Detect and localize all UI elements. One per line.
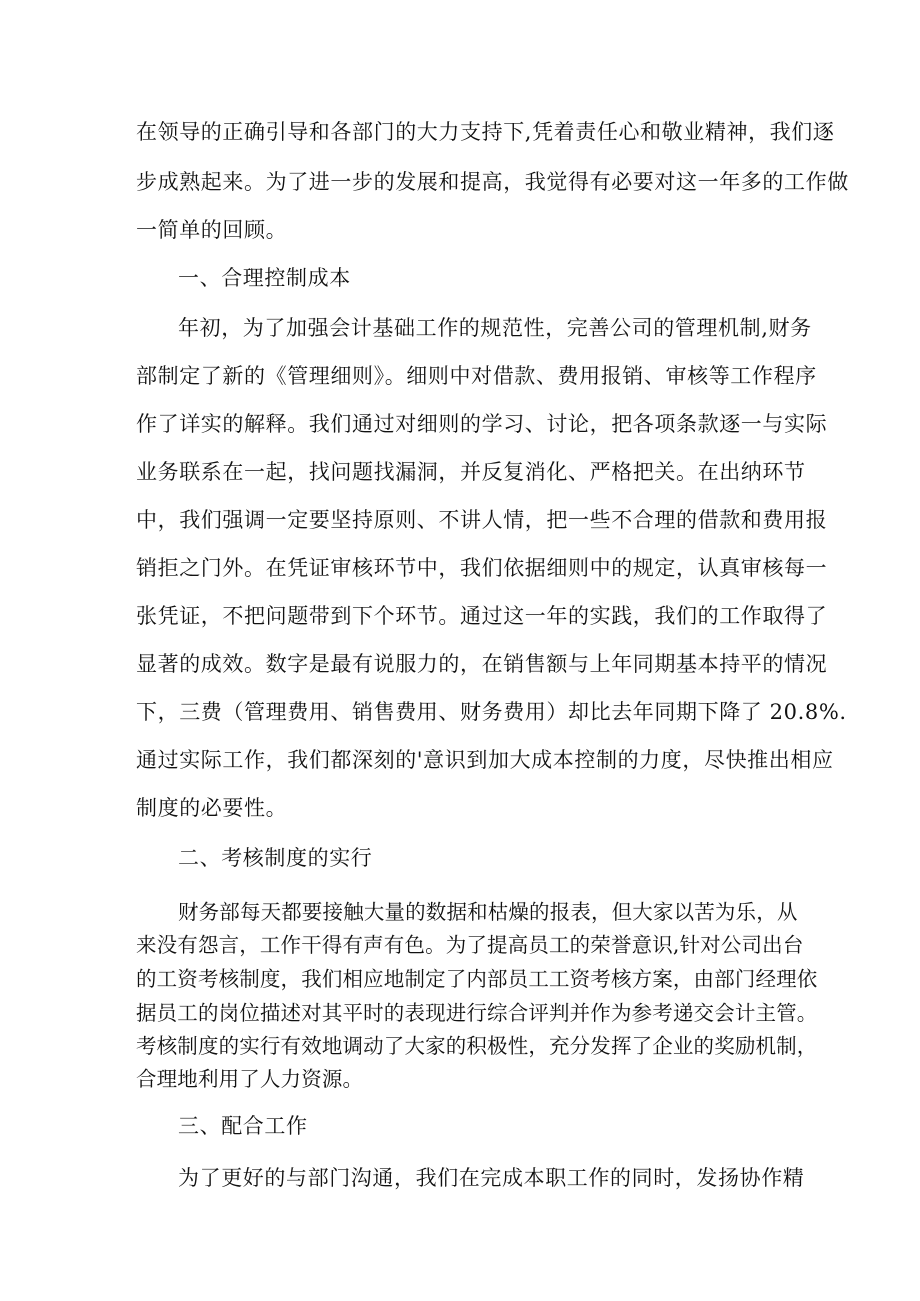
section-1-line-1: 年初，为了加强会计基础工作的规范性，完善公司的管理机制,财务 (178, 316, 812, 340)
section-1-line-7: 张凭证，不把问题带到下个环节。通过这一年的实践，我们的工作取得了 (136, 604, 828, 628)
section-1-line-10: 通过实际工作，我们都深刻的'意识到加大成本控制的力度，尽快推出相应 (136, 748, 834, 772)
section-2-line-3: 的工资考核制度，我们相应地制定了内部员工工资考核方案，由部门经理依 (136, 967, 818, 991)
intro-line-3: 一简单的回顾。 (136, 218, 288, 242)
section-1-line-6: 销拒之门外。在凭证审核环节中，我们依据细则中的规定，认真审核每一 (136, 556, 828, 580)
section-1-line-2: 部制定了新的《管理细则》。细则中对借款、费用报销、审核等工作程序 (136, 364, 817, 388)
section-1-line-4: 业务联系在一起，找问题找漏洞，并反复消化、严格把关。在出纳环节 (136, 460, 806, 484)
section-2-heading: 二、考核制度的实行 (178, 846, 373, 870)
section-1-heading: 一、合理控制成本 (178, 266, 351, 290)
intro-line-1: 在领导的正确引导和各部门的大力支持下,凭着责任心和敬业精神，我们逐 (136, 120, 835, 144)
section-3-heading: 三、配合工作 (178, 1114, 308, 1138)
section-2-line-1: 财务部每天都要接触大量的数据和枯燥的报表，但大家以苦为乐，从 (178, 900, 798, 924)
intro-line-2: 步成熟起来。为了进一步的发展和提高，我觉得有必要对这一年多的工作做 (136, 170, 849, 194)
section-2-line-5: 考核制度的实行有效地调动了大家的积极性，充分发挥了企业的奖励机制， (136, 1034, 818, 1058)
section-1-line-11: 制度的必要性。 (136, 796, 288, 820)
section-2-line-6: 合理地利用了人力资源。 (136, 1067, 364, 1091)
section-3-line-1: 为了更好的与部门沟通，我们在完成本职工作的同时，发扬协作精 (178, 1166, 805, 1190)
section-1-line-5: 中，我们强调一定要坚持原则、不讲人情，把一些不合理的借款和费用报 (136, 508, 828, 532)
section-2-line-4: 据员工的岗位描述对其平时的表现进行综合评判并作为参考递交会计主管。 (136, 1001, 818, 1025)
section-1-line-3: 作了详实的解释。我们通过对细则的学习、讨论，把各项条款逐一与实际 (136, 412, 828, 436)
section-2-line-2: 来没有怨言，工作干得有声有色。为了提高员工的荣誉意识,针对公司出台 (136, 933, 804, 957)
section-1-line-9: 下，三费（管理费用、销售费用、财务费用）却比去年同期下降了 20.8%. (136, 700, 847, 724)
section-1-line-8: 显著的成效。数字是最有说服力的，在销售额与上年同期基本持平的情况 (136, 652, 828, 676)
